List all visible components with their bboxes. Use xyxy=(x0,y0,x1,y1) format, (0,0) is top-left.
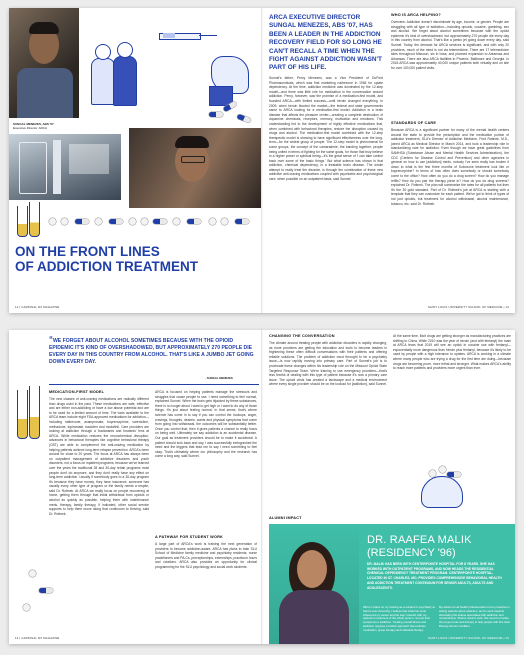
feature-quote xyxy=(49,336,259,366)
alumni-quote-2: My advice for all health professionals is to be proactive in asking patients about addiction, and to work towards eliminating the shame associated with addiction and mental illness. Shame doesn't work. We need to provide the proper tools and therapy to help people with this often lifelong chronic condition. xyxy=(439,605,511,628)
folio-left: 12 | CARDINAL RX MAGAZINE xyxy=(15,305,60,309)
alumni-name: DR. RAAFEA MALIK xyxy=(367,534,472,546)
hand-pills-illustration xyxy=(413,462,473,514)
hand-sketch-illustration xyxy=(205,46,257,104)
pill-row-illustration xyxy=(49,212,259,232)
sketch-illustration-figures xyxy=(83,28,143,113)
test-tube-illustration xyxy=(29,202,40,237)
alumni-year: (RESIDENCY '96) xyxy=(367,547,456,559)
pill-illustration xyxy=(29,570,36,577)
body-column-right: Overview: Addiction doesn't discriminate by age, income, or gender. People are struggling with all type of addiction—including opioids, cocaine, gambling, sex and alcohol. We forget about alcohol sometimes because with the opioid epidemic it's kind of overshadowed, but approximately 270 people die every day in this country from alcohol. That's like a jumbo jet going down every day, said Sunnel. Today, the demand for ARCA services is significant, and with only 20 providers, much of the need is not via telemedicine. There are 17 telemedicine sites throughout Missouri, six in Iowa, and planned expansion to Arkansas and Arkansas. There are also ARCA facilities in Phoenix, Baltimore and Georgia. In 2018 ARCA saw approximately 40,000 unique patients both virtually and on site for over 100,000 patient visits. xyxy=(391,20,509,70)
capsule-illustration xyxy=(237,114,252,123)
spread-gutter xyxy=(261,8,263,313)
portrait-photo-menezes xyxy=(9,8,79,118)
body-column-right-2: Because ARCA is a significant partner for many of the mental health centers around the state to provide the prescription and the medication portion of addiction treatment, SLU's Director of Addiction Medicine, Fred Rottnek, M.D., joined ARCA as Medical Director in March 2014, and took a leadership role in standardizing care for addiction. Even though we have great guidelines from SAMHSA (Substance Abuse and Mental Health Services Administration), the CDC (Centers for Disease Control and Prevention) and other agencies in general on how to use [addiction] meds, nobody I've seen really has broken it down to what is the first three months of Suboxone treatment look like or buprenorphine? In terms of how often does somebody or should somebody come to the office? How often do you do a drug screen? How do you manage refills? How do you pair the therapy piece in? How do you do drug screens? explained Dr. Rottnek. The plan will summarize the rates for all patients but then it's the 30 gold standard. Part of Dr. Rottnek's job at ARCA is starting with a template that they can customize for each patient. We've got to think of types of not just opioids, but treatment for alcohol withdrawal, alcohol maintenance, tobacco, etc. said Dr. Rottnek. xyxy=(391,128,509,206)
standards-heading: STANDARDS OF CARE xyxy=(391,121,437,125)
article-title xyxy=(15,244,259,274)
spread-gutter xyxy=(261,330,263,644)
magazine-spread-bottom xyxy=(9,330,515,644)
conversation-heading: CHANGING THE CONVERSATION xyxy=(269,334,335,338)
quote-attribution: - SUNGAL MENEZES xyxy=(205,376,233,380)
feature-quote-text: WE FORGET ABOUT ALCOHOL SOMETIMES BECAUSE WITH THE OPIOID EPIDEMIC IT'S KIND OF OVERSHADOWED, BUT APPROXIMATELY 270 PEOPLE DIE EVERY DAY IN THIS COUNTRY FROM ALCOHOL. THAT'S LIKE A JUMBO JET GOING DOWN EVERY DAY. xyxy=(49,338,254,365)
pathway-heading: A PATHWAY FOR STUDENT WORK xyxy=(155,535,223,539)
folio-right: SAINT LOUIS UNIVERSITY SCHOOL OF MEDICINE | 15 xyxy=(427,636,509,640)
medication-heading: MEDICATION-FIRST MODEL xyxy=(49,390,105,394)
folio-right: SAINT LOUIS UNIVERSITY SCHOOL OF MEDICINE | 13 xyxy=(427,305,509,309)
title-line-1: ON THE FRONT LINES xyxy=(15,244,160,259)
alumni-quote-1: When I reflect on my training as a resident in psychiatry at Saint Louis University, I believe that what has most influenced my career and the way I interact with my patients is treatment of the whole person, not just their symptoms or addiction. Treating mental illness and addiction requires a holistic approach that includes medication, group therapy and individual therapy. xyxy=(363,605,435,632)
photo-caption xyxy=(13,122,83,130)
syringe-illustration xyxy=(159,30,219,40)
body-column-1: The new classes of anti-craving medications are radically different than drugs used in the past. These medications are safe, effective and are either non-addicting or have a low abuse potential and are to be used for a limited amount of time. The tools available to the ARCA team include eight FDA-approved medications for addiction—including naltrexone, acamprosate, buprenorphine, varenicline, methadone, topiramate, baclofen and modafinil. Care providers are looking at addiction through a 'backwards and forwards' lens at ARCA. While medication restores the neurochemical disruption, advances in behavioral therapies like cognitive behavioral therapy (CBT) are able to complement the anti-craving medication by helping patients achieve long-term relapse prevention. ARCA's been around for close to 20 years. The focus at ARCA has always been on outpatient management of addictive disorders and youth disorders, not a focus on inpatient programs, because we've learned over the years the traditional 28 and 30-day rehab programs most people don't do anymore, and they don't really have any effect on long-term addiction. Usually if somebody goes to a 30-day program it's because they have money, they have insurance, someone has usually every other type of program or the family needs a respite, said Dr. Rottnek. At ARCA we really focus on people recovering at home, getting them through that initial withdrawal from opioids or alcohol as quickly as possible, helping them with maintenance meds, therapy, family therapy, if indicated, other social service supports to help them move along that continuum to thriving, said Dr. Rottnek. xyxy=(49,397,149,516)
quote-mark-icon: “ xyxy=(49,335,53,344)
caption-name: SUNGAL MENEZES, ABS '07 xyxy=(13,122,54,126)
pull-quote: ARCA EXECUTIVE DIRECTOR SUNGAL MENEZES, ABS '07, HAS BEEN A LEADER IN THE ADDICTION RECOVERY FIELD FOR SO LONG HE CAN'T RECALL A TIME WHEN THE FIGHT AGAINST ADDICTION WASN'T PART OF HIS LIFE. xyxy=(269,14,382,72)
counselor-photo xyxy=(129,128,261,208)
test-tube-illustration xyxy=(17,206,28,237)
body-column-4: At the same time, illicit drugs are getting stronger as manufacturing practices are shifting to China. While 2010 was the year of heroin (and with fentanyl) the main at ARCA fears that 2019 will see an uptick in cocaine use with fentanyl—exponentially more dangerous than heroin plus fentanyl, because it's likely to be used by people with a high tolerance to opiates. ARCA is working in a climate where many people who are trying a drug for the first time are doing—because drugs are becoming purer, more lethal and stronger. What makes ARCA's ability to reach more patients and providers more urgent than ever. xyxy=(393,334,511,371)
caption-sub: Executive Director, ARCA xyxy=(13,126,48,130)
divider-rule xyxy=(49,384,259,385)
capsule-illustration xyxy=(209,112,223,117)
body-column-3: The climate around treating people with addiction disorders is rapidly changing, as more providers are getting the education and tools to become leaders in frightening these often difficult conversations with their patients and offering reliable solutions. The problem of addiction must throught to be a psychiatry issue—is now rapidly moving into primary care. Part of Sunnel's job is to proximate these changes within his leadership role on the Missouri Opioid State Targeted Response Team. We're training to use emergency providers—that's less fearful of dealing with this type of patient because it's now a primary care issue. The opioid crisis has created a landscape and a medical environment where every single provider should be on the lookout for [addiction], said Sunnel. xyxy=(269,341,387,387)
body-column-middle: Sunnel's father, Percy Menezes, was a Vice President of DuPont Pharmaceuticals, which was first marketing naltrexone in 1984 for opiate dependency. At the time, addiction medicine was dominated by the 12-step model—and there was little role for medication in the conversation around addiction. Percy, however, saw the promise of a medication-first model, and founded ARCA—with limited success—until heroin changed everything. In 2009, when heroin flooded the market—the federal and state governments came to ARCA looking for a medication-first model. Addiction is a brain disease that affects the pleasure center—creating a complete destruction of dopamine chemicals, receptors, memory, motivation and emotions. This understanding led to the development of highly effective medications that, when combined with behavioral therapies, restore the disruption caused by drugs and alcohol. The medication-first model combined with the 12-step therapeutic model is showing to have significant effectiveness over the long-term—for the widest group of people. The 12-step model is phenomenal for some groups, the concept of the camaraderie, the banding together, people being united in terms of fighting for the same goals, for those that truly believe in a higher power or spiritual being—it's the great sense of 'I can take control back over some of the basic things.' But what science has shown is that addiction, chemical dependency, is a treatable brain disease. The whole attempt to really treat the disorder, is through the combination of these new addictive anti-craving medications coupled with psychiatric and psychological care, when possible on an outpatient basis, said Sunnel. xyxy=(269,76,383,182)
body-column-2b: A large part of ARCA's work is training the next generation of providers to become addiction-aware. ARCA has plans to train SLU School of Medicine family medicine and psychiatry residents, nurse practitioners and PA-Cs, preceptorships, externships, practicum hours and rotations. ARCA also provides an opportunity for clinical programming for the SLU psychology and social work students. xyxy=(155,542,257,569)
pill-illustration xyxy=(23,604,30,611)
lab-photo xyxy=(9,134,121,200)
body-column-2: ARCA is focused on helping patients manage the stressors and struggles that cause people to use. I need something to feel normal, explained Sunnel. When the brain gets hijacked by these substances, there is no longer about I want to get high or I want to do any of those things. It's just about feeling normal. In that sense, that's where science has come in to say if you can control the hookups, anger, cravings, thoughts, desires, wants and physical symptoms that come from going into withdrawal, the outcomes will be substantially better. Once you control that, then it gives patients a chance to really focus on being well. Ultimately we say addiction is an accidental disease. Our goal as treatment providers should be to make it accidental. A patient should look back and say, I was successfully extinguished the need and the triggers that lead me to say I need something to feel okay. That's ultimately where our philosophy and the research has come a long way, said Sunnel. xyxy=(155,390,257,459)
alumni-portrait-photo xyxy=(269,524,359,644)
alumni-impact-box xyxy=(269,524,515,644)
magazine-spread-top xyxy=(9,8,515,313)
folio-left: 14 | CARDINAL RX MAGAZINE xyxy=(15,636,60,640)
sidebar-heading: WHO IS ARCA HELPING? xyxy=(391,13,441,17)
alumni-bio: DR. MALIK HAS BEEN WITH CENTERPOINTE HOSPITAL FOR 8 YEARS. SHE HAS WORKED WITH OUTPATIENT PROGRAMS, AND NOW HEADS THE RESIDENTIAL CHEMICAL DEPENDENCY TREATMENT PROGRAM. CENTERPOINTE HOSPITAL, LOCATED IN ST. CHARLES, MO, PROVIDES COMPREHENSIVE BEHAVIORAL HEALTH AND ADDICTION TREATMENT CONTINUUM FOR SENIOR ADULTS, ADULTS AND ADOLESCENTS. xyxy=(367,562,502,590)
title-line-2: OF ADDICTION TREATMENT xyxy=(15,259,198,274)
test-tube-group-illustration xyxy=(17,386,43,446)
alumni-label: ALUMNI IMPACT xyxy=(269,516,302,520)
